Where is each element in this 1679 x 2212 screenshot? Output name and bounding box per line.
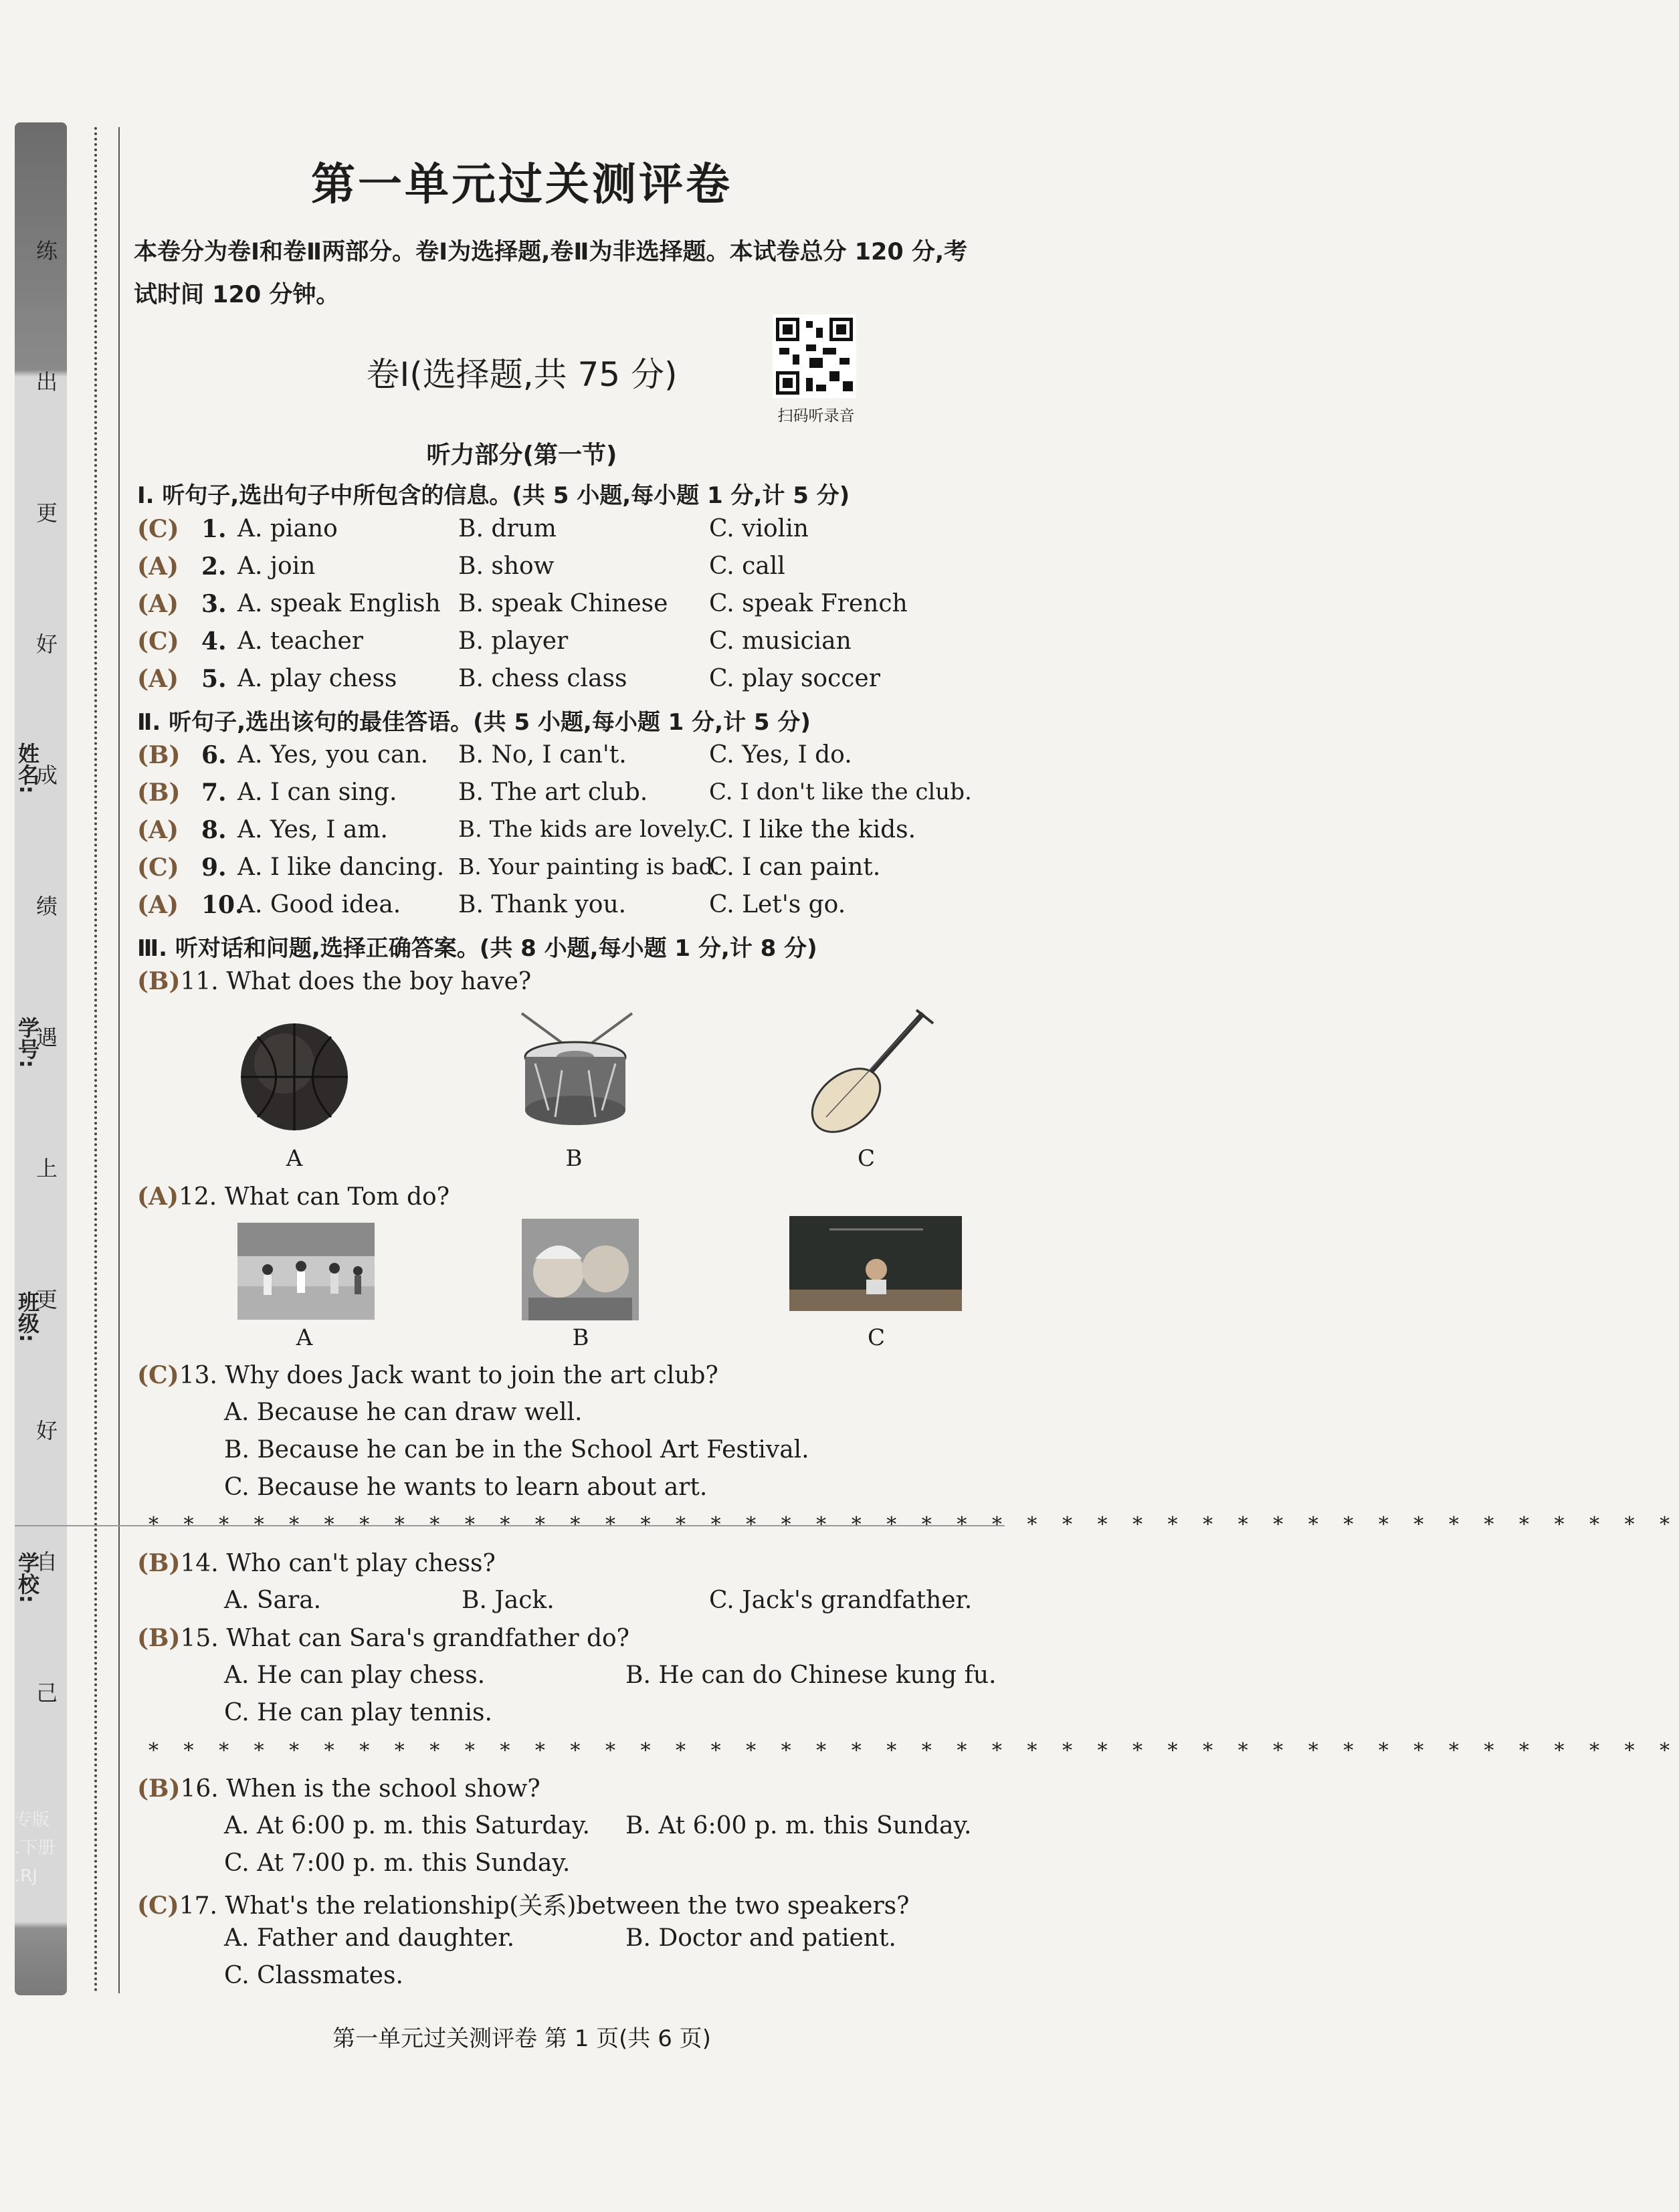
option-c[interactable]: C. call [709, 552, 785, 580]
option-c[interactable]: C. I don't like the club. [709, 779, 972, 805]
option-label: C [857, 1145, 875, 1172]
q13 [137, 1361, 718, 1389]
star-separator: * * * * * * * * * * * * * * * * * * * * * * * * * * * * * * * * * * * * * * * * * * * * [149, 1513, 1679, 1536]
question-number: 1. [201, 515, 227, 543]
section-1-instruction: Ⅰ. 听句子,选出句子中所包含的信息。(共 5 小题,每小题 1 分,计 5 分) [137, 482, 850, 509]
question-text: 11. What does the boy have? [180, 968, 532, 995]
class-field[interactable]: 班级: [15, 1291, 40, 1342]
q11 [137, 967, 531, 995]
name-field[interactable]: 姓名: [15, 742, 40, 794]
option-a[interactable]: A. Sara. [224, 1587, 322, 1614]
q17 [137, 1887, 909, 1921]
answer-mark: (C) [137, 1892, 179, 1920]
qr-code-icon[interactable] [773, 314, 856, 398]
option-c[interactable]: C. He can play tennis. [224, 1699, 492, 1726]
edition-label [15, 1806, 55, 1890]
motto-char: 绩 [35, 894, 58, 919]
dotted-cut-line [94, 127, 97, 1993]
question-number: 9. [201, 853, 227, 882]
section-3-instruction: Ⅲ. 听对话和问题,选择正确答案。(共 8 小题,每小题 1 分,计 8 分) [137, 935, 817, 962]
option-c[interactable]: C. Because he wants to learn about art. [224, 1474, 708, 1501]
section-header: 卷Ⅰ(选择题,共 75 分) [366, 355, 678, 394]
option-a[interactable]: A. I like dancing. [237, 853, 445, 881]
edition-line: .RJ [15, 1866, 37, 1886]
pipa-picture[interactable] [806, 1003, 940, 1137]
option-b[interactable]: B. Because he can be in the School Art Festival. [224, 1436, 809, 1464]
question-row [137, 590, 1007, 627]
option-a[interactable]: A. Because he can draw well. [224, 1399, 583, 1426]
exam-intro: 本卷分为卷Ⅰ和卷Ⅱ两部分。卷Ⅰ为选择题,卷Ⅱ为非选择题。本试卷总分 120 分,考试时间 120 分钟。 [134, 239, 968, 308]
listening-part-title: 听力部分(第一节) [426, 441, 617, 469]
question-text: 15. What can Sara's grandfather do? [180, 1625, 629, 1652]
question-number: 4. [201, 627, 227, 656]
option-c[interactable]: C. speak French [709, 590, 908, 617]
option-b[interactable]: B. show [458, 552, 555, 580]
question-row [137, 816, 1007, 853]
answer-mark: (A) [137, 816, 179, 844]
q12 [137, 1183, 450, 1211]
option-a[interactable]: A. play chess [237, 665, 397, 692]
question-text: 14. Who can't play chess? [180, 1550, 496, 1577]
answer-mark: (C) [137, 853, 179, 882]
option-label: A [286, 1145, 303, 1172]
running-kids-picture[interactable] [237, 1223, 375, 1320]
option-label: C [867, 1324, 885, 1351]
option-c[interactable]: C. Yes, I do. [709, 741, 852, 769]
option-a[interactable]: A. Yes, you can. [237, 741, 429, 769]
option-c[interactable]: C. I like the kids. [709, 816, 916, 843]
answer-mark: (C) [137, 627, 179, 656]
option-b[interactable]: B. chess class [458, 665, 627, 692]
motto-char: 自 [35, 1549, 58, 1575]
question-row [137, 853, 1007, 891]
option-b[interactable]: B. The art club. [458, 779, 648, 806]
question-number: 3. [201, 590, 227, 618]
option-b[interactable]: B. Jack. [462, 1587, 555, 1614]
option-c[interactable]: C. musician [709, 627, 852, 655]
question-number: 6. [201, 741, 227, 769]
question-number: 5. [201, 665, 227, 693]
answer-mark: (C) [137, 1361, 179, 1389]
motto-char: 遇 [35, 1025, 58, 1050]
answer-mark: (B) [137, 967, 181, 995]
question-text: 12. What can Tom do? [179, 1183, 450, 1211]
question-text: 13. Why does Jack want to join the art club? [179, 1362, 718, 1389]
option-b[interactable]: B. Your painting is bad. [458, 853, 720, 880]
motto-char: 出 [35, 369, 58, 395]
answer-mark: (A) [137, 590, 179, 618]
motto-char: 更 [35, 1287, 58, 1312]
question-number: 7. [201, 779, 227, 807]
answer-mark: (B) [137, 1775, 181, 1803]
motto-char: 好 [35, 631, 58, 657]
answer-mark: (B) [137, 741, 181, 769]
page-footer: 第一单元过关测评卷 第 1 页(共 6 页) [332, 2025, 711, 2052]
option-a[interactable]: A. Yes, I am. [237, 816, 388, 843]
question-text: 16. When is the school show? [180, 1775, 540, 1803]
basketball-picture[interactable] [237, 1020, 351, 1134]
option-a[interactable]: A. Good idea. [237, 891, 401, 918]
margin-rule [118, 127, 120, 1993]
qr-caption: 扫码听录音 [777, 407, 855, 425]
answer-mark: (B) [137, 1549, 181, 1577]
question-number: 8. [201, 816, 227, 844]
section-2-instruction: Ⅱ. 听句子,选出该句的最佳答语。(共 5 小题,每小题 1 分,计 5 分) [137, 709, 811, 736]
edition-line: 专版 [15, 1810, 50, 1830]
student-id-field[interactable]: 学号: [15, 1017, 40, 1068]
option-c[interactable]: C. Classmates. [224, 1962, 403, 1989]
option-a[interactable]: A. join [237, 552, 316, 580]
option-a[interactable]: A. I can sing. [237, 779, 397, 806]
answer-mark: (B) [137, 1624, 181, 1652]
option-a[interactable]: A. He can play chess. [224, 1662, 486, 1689]
option-b[interactable]: B. Thank you. [458, 891, 627, 918]
option-b[interactable]: B. The kids are lovely. [458, 816, 712, 843]
option-a[interactable]: A. piano [237, 515, 338, 542]
question-row [137, 552, 1007, 590]
answer-mark: (A) [137, 552, 179, 581]
answer-mark: (A) [137, 665, 179, 693]
option-b[interactable]: B. No, I can't. [458, 741, 627, 769]
school-field[interactable]: 学校: [15, 1552, 40, 1603]
option-a[interactable]: A. At 6:00 p. m. this Saturday. [224, 1812, 590, 1839]
answer-mark: (A) [137, 891, 179, 919]
question-number: 10. [201, 891, 243, 919]
option-c[interactable]: C. I can paint. [709, 853, 881, 881]
q14 [137, 1549, 496, 1577]
option-b[interactable]: B. He can do Chinese kung fu. [625, 1662, 997, 1689]
q16 [137, 1775, 540, 1803]
motto-char: 练 [35, 238, 58, 264]
option-c[interactable]: C. Jack's grandfather. [709, 1587, 973, 1614]
question-row [137, 515, 1007, 552]
option-c[interactable]: C. Let's go. [709, 891, 846, 918]
motto-char: 好 [35, 1418, 58, 1443]
question-row [137, 779, 1007, 816]
page-title: 第一单元过关测评卷 [311, 159, 732, 210]
question-row [137, 665, 1007, 702]
option-b[interactable]: B. drum [458, 515, 557, 542]
option-a[interactable]: A. speak English [237, 590, 441, 617]
option-b[interactable]: B. Doctor and patient. [625, 1924, 896, 1952]
option-b[interactable]: B. player [458, 627, 569, 655]
motto-char: 己 [35, 1680, 58, 1706]
answer-mark: (C) [137, 515, 179, 543]
question-row [137, 741, 1007, 779]
option-label: A [296, 1324, 313, 1351]
motto-char: 上 [35, 1156, 58, 1181]
option-b[interactable]: B. speak Chinese [458, 590, 668, 617]
answer-mark: (A) [137, 1183, 179, 1211]
option-c[interactable]: C. play soccer [709, 665, 880, 692]
option-c[interactable]: C. At 7:00 p. m. this Sunday. [224, 1849, 571, 1877]
motto-char: 成 [35, 763, 58, 788]
question-row [137, 891, 1007, 928]
motto-char: 更 [35, 500, 58, 526]
answer-mark: (B) [137, 779, 181, 807]
q15 [137, 1624, 629, 1652]
option-a[interactable]: A. Father and daughter. [224, 1924, 515, 1952]
star-separator: * * * * * * * * * * * * * * * * * * * * * * * * * * * * * * * * * * * * * * * * * * * * [149, 1739, 1679, 1763]
elderly-people-picture[interactable] [522, 1219, 639, 1320]
question-text: 17. What's the relationship(关系)between the two speakers? [179, 1892, 910, 1920]
drum-picture[interactable] [508, 1010, 642, 1130]
option-label: B [565, 1145, 583, 1172]
option-c[interactable]: C. violin [709, 515, 809, 542]
option-a[interactable]: A. teacher [237, 627, 363, 655]
edition-line: .下册 [15, 1838, 56, 1858]
option-b[interactable]: B. At 6:00 p. m. this Sunday. [625, 1812, 972, 1839]
option-label: B [572, 1324, 589, 1351]
question-row [137, 627, 1007, 665]
classroom-boy-picture[interactable] [789, 1216, 962, 1311]
question-number: 2. [201, 552, 227, 581]
